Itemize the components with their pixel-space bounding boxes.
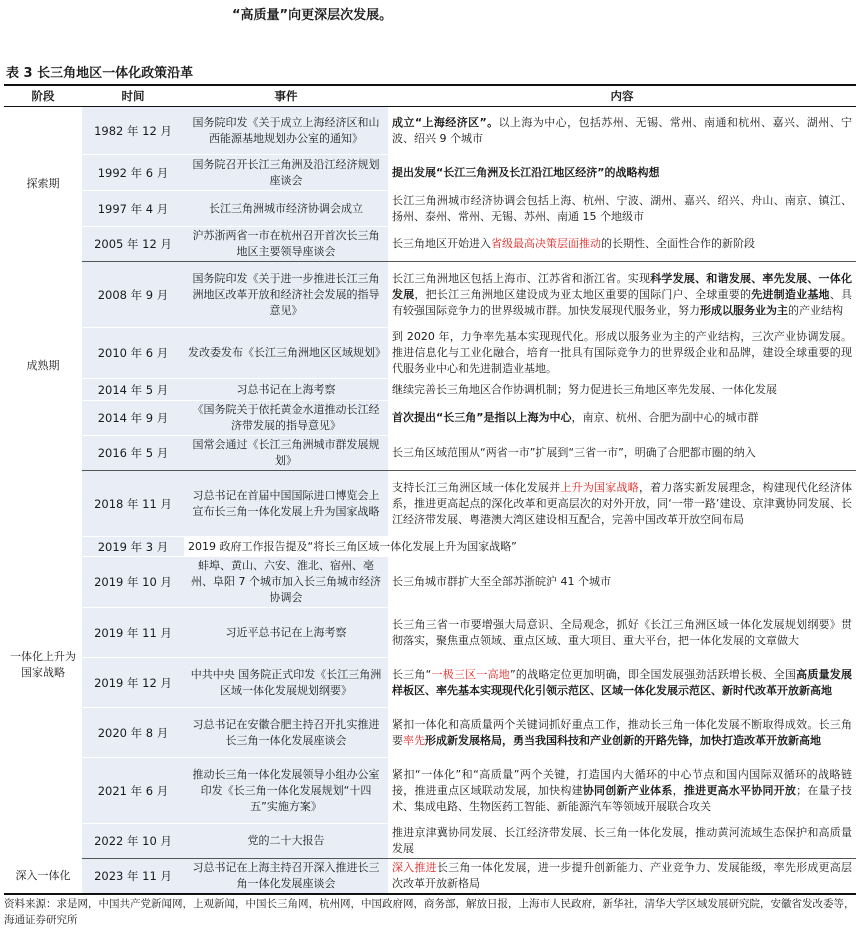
content-cell	[388, 471, 856, 537]
highlight-text: 深入推进	[392, 861, 437, 874]
table-row	[4, 708, 856, 758]
header-time: 时间	[82, 85, 184, 107]
content-text: 长江三角洲地区包括上海市、江苏省和浙江省。实现	[392, 271, 651, 285]
content-text: ，把长江三角洲地区建设成为亚太地区重要的国际门户、全球重要的	[414, 287, 752, 301]
table-row	[4, 401, 856, 436]
table-row	[4, 379, 856, 401]
event-cell: 习总书记在首届中国国际进口博览会上宣布长三角一体化发展上升为国家战略	[184, 471, 388, 537]
event-cell: 习总书记在安徽合肥主持召开扎实推进长三角一体化发展座谈会	[184, 708, 388, 758]
time-cell: 2019 年 11 月	[82, 608, 184, 658]
time-cell: 1992 年 6 月	[82, 155, 184, 191]
table-row	[4, 436, 856, 471]
time-cell: 2022 年 10 月	[82, 824, 184, 859]
content-cell	[388, 708, 856, 758]
bold-text: 高质量发展样板区、率先基本实现现代化引领示范区、区域一体化发展示范区、新时代改革开放新高地	[392, 667, 853, 697]
bold-text: 形成以服务业为主	[700, 303, 788, 317]
table-header-row	[4, 85, 856, 107]
time-cell: 2014 年 9 月	[82, 401, 184, 436]
time-cell: 2014 年 5 月	[82, 379, 184, 401]
table-row	[4, 658, 856, 708]
time-cell: 1982 年 12 月	[82, 107, 184, 155]
content-cell	[388, 227, 856, 262]
content-text: 的产业结构	[788, 303, 843, 317]
stage-cell: 探索期	[4, 107, 82, 262]
content-text: 长三角地区开始进入	[392, 237, 491, 250]
stage-cell: 深入一体化	[4, 859, 82, 895]
event-cell: 国务院印发《关于成立上海经济区和山西能源基地规划办公室的通知》	[184, 107, 388, 155]
stage-cell: 成熟期	[4, 262, 82, 471]
content-text: 继续完善长三角地区合作协调机制；努力促进长三角地区率先发展、一体化发展	[392, 382, 777, 396]
bold-text: 首次提出“长三角”是指以上海为中心	[392, 411, 572, 424]
table-row	[4, 262, 856, 328]
content-text: ，南京、杭州、合肥为副中心的城市群	[571, 411, 759, 424]
intro-text: “高质量”向更深层次发展。	[232, 8, 393, 23]
table-row	[4, 758, 856, 824]
content-text: 、具有较强国际竞争力的世界级城市群。加快发展现代服务业，努力	[392, 287, 853, 317]
time-cell: 2019 年 12 月	[82, 658, 184, 708]
highlight-text: 一极三区一高地	[431, 667, 511, 681]
event-cell: 习近平总书记在上海考察	[184, 608, 388, 658]
content-text: 长三角区域范围从“两省一市”扩展到“三省一市”，明确了合肥都市圈的纳入	[392, 446, 756, 459]
content-cell	[388, 328, 856, 379]
bold-text: 协同创新产业体系	[582, 783, 673, 797]
event-cell: 习总书记在上海主持召开深入推进长三角一体化发展座谈会	[184, 859, 388, 895]
content-text: ，	[672, 783, 684, 797]
table-caption: 表 3 长三角地区一体化政策沿革	[6, 66, 194, 81]
content-text: 的长期性、全面性合作的新阶段	[601, 237, 755, 250]
event-cell: 发改委发布《长江三角洲地区区域规划》	[184, 328, 388, 379]
time-cell: 2021 年 6 月	[82, 758, 184, 824]
content-cell	[388, 758, 856, 824]
header-stage: 阶段	[4, 85, 82, 107]
content-cell	[388, 262, 856, 328]
content-text: ”的战略定位更加明确，即全国发展强劲活跃增长极、全国	[510, 667, 797, 681]
content-text: 长三角城市群扩大至全部苏浙皖沪 41 个城市	[392, 575, 611, 588]
event-cell: 《国务院关于依托黄金水道推动长江经济带发展的指导意见》	[184, 401, 388, 436]
event-cell: 2019 政府工作报告提及“将长三角区域一体化发展上升为国家战略”	[184, 537, 856, 557]
content-cell	[388, 436, 856, 471]
table-row	[4, 471, 856, 537]
content-text: 到 2020 年，力争率先基本实现现代化。形成以服务业为主的产业结构，三次产业协调发展。推进信息化与工业化融合，培育一批具有国际竞争力的世界级企业和品牌，建设全球重要的现代服务业中心和先进制造业基地。	[392, 330, 852, 375]
time-cell: 2023 年 11 月	[82, 859, 184, 895]
source-note: 资料来源：求是网，中国共产党新闻网，上观新闻，中国长三角网，杭州网，中国政府网，商务部，解放日报，上海市人民政府，新华社，清华大学区域发展研究院，安徽省发改委等，海通证券研究所	[4, 898, 855, 926]
bold-text: 科学发展、和谐发展、率先发展、一体化发展	[392, 271, 853, 301]
time-cell: 2005 年 12 月	[82, 227, 184, 262]
content-cell	[388, 859, 856, 895]
content-text: 长三角“	[392, 667, 432, 681]
event-cell: 长江三角洲城市经济协调会成立	[184, 191, 388, 227]
highlight-text: 率先	[403, 733, 425, 747]
table-row	[4, 608, 856, 658]
event-cell: 习总书记在上海考察	[184, 379, 388, 401]
time-cell: 2018 年 11 月	[82, 471, 184, 537]
header-content: 内容	[388, 85, 856, 107]
event-cell: 党的二十大报告	[184, 824, 388, 859]
event-cell: 蚌埠、黄山、六安、淮北、宿州、亳州、阜阳 7 个城市加入长三角城市经济协调会	[184, 557, 388, 608]
content-text: 紧扣一体化和高质量两个关键词抓好重点工作，推动长三角一体化发展不断取得成效。长三角要	[392, 717, 852, 747]
table-row	[4, 191, 856, 227]
event-cell: 国常会通过《长江三角洲城市群发展规划》	[184, 436, 388, 471]
bold-text: 先进制造业基地	[751, 287, 830, 301]
time-cell: 2019 年 3 月	[82, 537, 184, 557]
table-row	[4, 107, 856, 155]
event-cell: 沪苏浙两省一市在杭州召开首次长三角地区主要领导座谈会	[184, 227, 388, 262]
content-text: 以上海为中心，包括苏州、无锡、常州、南通和杭州、嘉兴、湖州、宁波、绍兴 9 个城市	[392, 115, 852, 145]
content-cell	[388, 608, 856, 658]
time-cell: 2008 年 9 月	[82, 262, 184, 328]
event-cell: 推动长三角一体化发展领导小组办公室印发《长三角一体化发展规划“十四五”实施方案》	[184, 758, 388, 824]
table-row	[4, 537, 856, 557]
time-cell: 2010 年 6 月	[82, 328, 184, 379]
stage-cell: 一体化上升为国家战略	[4, 471, 82, 859]
content-text: ；在量子技术、集成电路、生物医药工智能、新能源汽车等领域开展联合攻关	[392, 783, 853, 813]
content-cell	[388, 658, 856, 708]
table-row	[4, 859, 856, 895]
time-cell: 2019 年 10 月	[82, 557, 184, 608]
content-cell	[388, 824, 856, 859]
bold-text: 成立“上海经济区”。	[392, 115, 499, 129]
highlight-text: 上升为国家战略	[560, 480, 639, 494]
table-row	[4, 328, 856, 379]
content-cell	[388, 191, 856, 227]
table-row	[4, 557, 856, 608]
content-text: ，着力落实新发展理念，构建现代化经济体系，推进更高起点的深化改革和更高层次的对外开放，同‘一带一路’建设、京津冀协同发展、长江经济带发展、粤港澳大湾区建设相互配合，完善中国改革开放空间布局	[392, 480, 853, 526]
content-cell	[388, 107, 856, 155]
content-text: 推进京津冀协同发展、长江经济带发展、长三角一体化发展，推动黄河流域生态保护和高质量发展	[392, 826, 852, 855]
bold-text: 提出发展“长江三角洲及长江沿江地区经济”的战略构想	[392, 165, 660, 179]
event-cell: 国务院召开长江三角洲及沿江经济规划座谈会	[184, 155, 388, 191]
content-cell	[388, 557, 856, 608]
highlight-text: 省级最高决策层面推动	[491, 237, 601, 250]
content-cell	[388, 155, 856, 191]
bold-text: 形成新发展格局，勇当我国科技和产业创新的开路先锋，加快打造改革开放新高地	[425, 733, 821, 747]
content-cell	[388, 379, 856, 401]
time-cell: 2020 年 8 月	[82, 708, 184, 758]
bold-text: 推进更高水平协同开放	[683, 783, 797, 797]
content-text: 支持长江三角洲区域一体化发展并	[392, 480, 561, 494]
content-text: 长江三角洲城市经济协调会包括上海、杭州、宁波、湖州、嘉兴、绍兴、舟山、南京、镇江、扬州、泰州、常州、无锡、苏州、南通 15 个地级市	[392, 193, 852, 223]
content-text: 长三角三省一市要增强大局意识、全局观念，抓好《长江三角洲区域一体化发展规划纲要》贯彻落实，聚焦重点领域、重点区域、重大项目、重大平台，把一体化发展的文章做大	[392, 617, 852, 647]
event-cell: 国务院印发《关于进一步推进长江三角洲地区改革开放和经济社会发展的指导意见》	[184, 262, 388, 328]
table-row	[4, 227, 856, 262]
policy-table	[4, 84, 856, 895]
header-event: 事件	[184, 85, 388, 107]
table-row	[4, 824, 856, 859]
event-cell: 中共中央 国务院正式印发《长江三角洲区域一体化发展规划纲要》	[184, 658, 388, 708]
content-text: 长三角一体化发展，进一步提升创新能力、产业竞争力、发展能级，率先形成更高层次改革开放新格局	[392, 861, 853, 890]
time-cell: 1997 年 4 月	[82, 191, 184, 227]
table-row	[4, 155, 856, 191]
time-cell: 2016 年 5 月	[82, 436, 184, 471]
content-cell	[388, 401, 856, 436]
content-text: 紧扣“一体化”和“高质量”两个关键，打造国内大循环的中心节点和国内国际双循环的战略链接，推进重点区域联动发展，加快构建	[392, 767, 852, 797]
